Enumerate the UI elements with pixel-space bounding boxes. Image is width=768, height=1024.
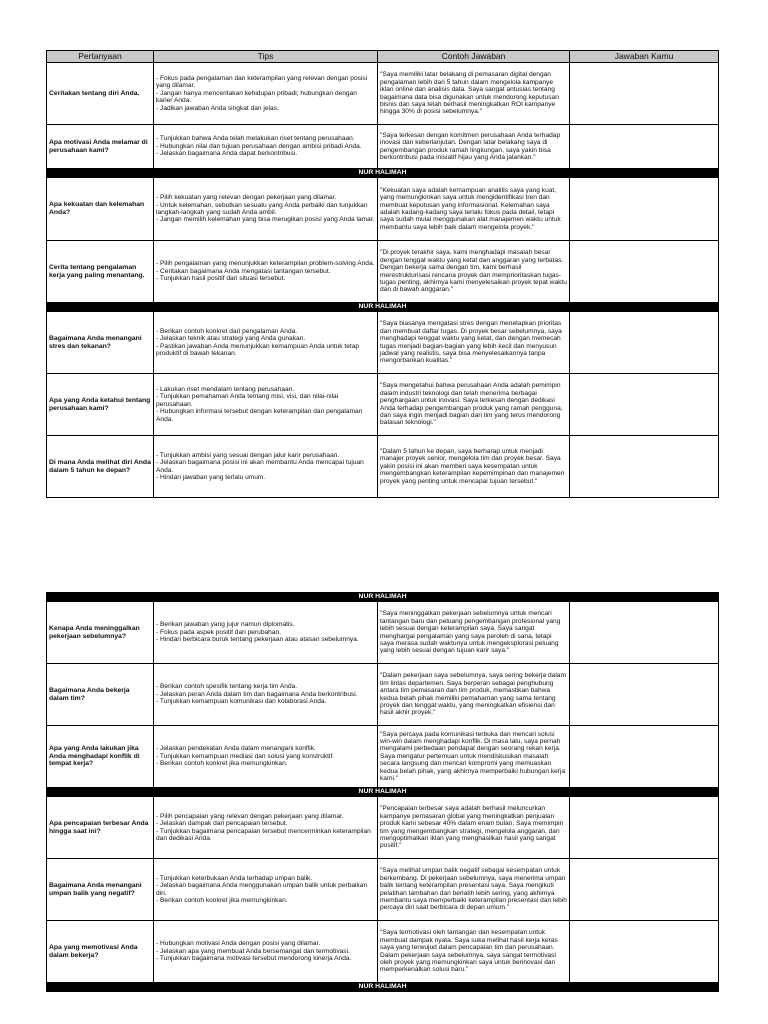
your-answer-cell[interactable] <box>570 436 719 498</box>
example-answer-cell: "Saya terkesan dengan komitmen perusahaan Anda terhadap inovasi dan keberlanjutan. Dengan latar belakang saya di pengembangan produk ramah lingkungan, saya yakin bisa berkontribusi pada inisiatif hijau yang Anda jalankan." <box>378 125 570 169</box>
tips-cell: - Berikan contoh spesifik tentang kerja tim Anda. - Jelaskan peran Anda dalam tim dan bagaimana Anda berkontribusi. - Tunjukkan kemampuan komunikasi dan kolaborasi Anda. <box>154 664 378 726</box>
separator-row <box>47 788 719 797</box>
table-row <box>47 63 719 125</box>
question-cell: Apa yang Anda ketahui tentang perusahaan kami? <box>47 374 154 436</box>
example-answer-cell: "Saya biasanya mengatasi stres dengan menetapkan prioritas dan membuat daftar tugas. Di proyek besar sebelumnya, saya menghadapi tenggat waktu yang ketat, dan dengan memecah tugas menjadi bagian-bagian yang lebih kecil dan menyusun jadwal yang realistis, saya bisa menyelesaikannya tanpa mengorbankan kualitas." <box>378 312 570 374</box>
example-answer-cell: "Saya melihat umpan balik negatif sebagai kesempatan untuk berkembang. Di pekerjaan sebelumnya, saya menerima umpan balik tentang keterampilan presentasi saya. Saya mengikuti pelatihan tambahan dan berlatih lebih sering, yang akhirnya membantu saya memperbaiki keterampilan presentasi dan lebih percaya diri saat berbicara di depan umum." <box>378 859 570 921</box>
example-answer-cell: "Saya memiliki latar belakang di pemasaran digital dengan pengalaman lebih dari 5 tahun dalam mengelola kampanye iklan online dan analisis data. Saya sangat antusias tentang bagaimana data bisa digunakan untuk mendorong keputusan bisnis dan saya telah berhasil meningkatkan ROI kampanye hingga 30% di posisi sebelumnya." <box>378 63 570 125</box>
table-row <box>47 241 719 303</box>
example-answer-cell: "Saya mengetahui bahwa perusahaan Anda adalah pemimpin dalam industri teknologi dan telah menerima berbagai penghargaan untuk inovasi. Saya terkesan dengan dedikasi Anda terhadap pengembangan produk yang ramah pengguna, dan saya ingin menjadi bagian dari tim yang terus mendorong batasan teknologi." <box>378 374 570 436</box>
question-cell: Cerita tentang pengalaman kerja yang paling menantang. <box>47 241 154 303</box>
your-answer-cell[interactable] <box>570 797 719 859</box>
example-answer-cell: "Pencapaian terbesar saya adalah berhasil meluncurkan kampanye pemasaran global yang meningkatkan penjualan produk kami sebesar 40% dalam enam bulan. Saya memimpin tim yang mengembangkan strategi, mengelola anggaran, dan mengoptimalkan iklan yang menghasilkan hasil yang sangat positif." <box>378 797 570 859</box>
question-cell: Kenapa Anda meninggalkan pekerjaan sebelumnya? <box>47 602 154 664</box>
table-row <box>47 436 719 498</box>
table-row <box>47 664 719 726</box>
header-tips: Tips <box>154 51 378 63</box>
table-row <box>47 797 719 859</box>
tips-cell: - Tunjukkan ambisi yang sesuai dengan jalur karir perusahaan. - Jelaskan bagaimana posisi ini akan membantu Anda mencapai tujuan Anda. - Hindari jawaban yang terlalu umum. <box>154 436 378 498</box>
tips-cell: - Berikan contoh konkret dari pengalaman Anda. - Jelaskan teknik atau strategi yang Anda gunakan. - Pastikan jawaban Anda menunjukkan kemampuan Anda untuk tetap produktif di bawah tekanan. <box>154 312 378 374</box>
example-answer-cell: "Saya termotivasi oleh tantangan dan kesempatan untuk membuat dampak nyata. Saya suka melihat hasil kerja keras saya yang terwujud dalam pencapaian tim dan perusahaan. Dalam pekerjaan saya sebelumnya, saya sangat termotivasi oleh proyek yang memungkinkan saya untuk berinovasi dan memperkenalkan solusi baru." <box>378 921 570 983</box>
question-cell: Ceritakan tentang diri Anda. <box>47 63 154 125</box>
question-cell: Apa kekuatan dan kelemahan Anda? <box>47 178 154 241</box>
table-row <box>47 178 719 241</box>
question-cell: Bagaimana Anda bekerja dalam tim? <box>47 664 154 726</box>
separator-row <box>47 983 719 992</box>
header-row <box>47 51 719 63</box>
example-answer-cell: "Saya meninggalkan pekerjaan sebelumnya untuk mencari tantangan baru dan peluang pengembangan profesional yang lebih sesuai dengan keterampilan saya. Saya sangat menghargai pengalaman yang saya peroleh di sana, tetapi saya merasa sudah waktunya untuk mengeksplorasi peluang yang lebih sesuai dengan tujuan karir saya." <box>378 602 570 664</box>
question-cell: Di mana Anda melihat diri Anda dalam 5 tahun ke depan? <box>47 436 154 498</box>
example-answer-cell: "Di proyek terakhir saya, kami menghadapi masalah besar dengan tenggat waktu yang ketat dan anggaran yang terbatas. Dengan bekerja sama dengan tim, kami berhasil merestrukturisasi rencana proyek dan memprioritaskan tugas-tugas penting, akhirnya kami menyelesaikan proyek tepat waktu dan di bawah anggaran." <box>378 241 570 303</box>
your-answer-cell[interactable] <box>570 312 719 374</box>
tips-cell: - Jelaskan pendekatan Anda dalam menangani konflik. - Tunjukkan kemampuan mediasi dan solusi yang konstruktif. - Berikan contoh konkret jika memungkinkan. <box>154 726 378 788</box>
your-answer-cell[interactable] <box>570 178 719 241</box>
table-row <box>47 602 719 664</box>
separator-label: NUR HALIMAH <box>47 169 719 178</box>
example-answer-cell: "Kekuatan saya adalah kemampuan analitis saya yang kuat, yang memungkinkan saya untuk mengidentifikasi tren dan membuat keputusan yang informasional. Kelemahan saya adalah kadang-kadang saya terlalu fokus pada detail, tetapi saya sudah mulai menggunakan alat manajemen waktu untuk membantu saya lebih baik dalam mengelola proyek." <box>378 178 570 241</box>
separator-row <box>47 593 719 602</box>
tips-cell: - Pilih kekuatan yang relevan dengan pekerjaan yang dilamar. - Untuk kelemahan, sebutkan sesuatu yang Anda perbaiki dan tunjukkan langkah-langkah yang sudah Anda ambil. - Jangan memilih kelemahan yang bisa merugikan posisi yang Anda lamar. <box>154 178 378 241</box>
question-cell: Apa pencapaian terbesar Anda hingga saat ini? <box>47 797 154 859</box>
separator-label: NUR HALIMAH <box>47 788 719 797</box>
question-cell: Apa motivasi Anda melamar di perusahaan kami? <box>47 125 154 169</box>
separator-row <box>47 303 719 312</box>
separator-label: NUR HALIMAH <box>47 983 719 992</box>
your-answer-cell[interactable] <box>570 726 719 788</box>
example-answer-cell: "Dalam 5 tahun ke depan, saya berharap untuk menjadi manajer proyek senior, mengelola tim dan proyek besar. Saya yakin posisi ini akan memberi saya kesempatan untuk mengembangkan keterampilan kepemimpinan dan manajemen proyek yang penting untuk mencapai tujuan tersebut." <box>378 436 570 498</box>
table-row <box>47 312 719 374</box>
table-row <box>47 726 719 788</box>
table-row <box>47 125 719 169</box>
tips-cell: - Pilih pengalaman yang menunjukkan keterampilan problem-solving Anda. - Ceritakan bagaimana Anda mengatasi tantangan tersebut. - Tunjukkan hasil positif dari situasi tersebut. <box>154 241 378 303</box>
example-answer-cell: "Dalam pekerjaan saya sebelumnya, saya sering bekerja dalam tim lintas departemen. Saya berperan sebagai penghubung antara tim pemasaran dan tim produk, memastikan bahwa kedua belah pihak memiliki pemahaman yang sama tentang proyek dan tenggat waktu, yang meningkatkan efisiensi dan hasil akhir proyek." <box>378 664 570 726</box>
tips-cell: - Berikan jawaban yang jujur namun diplomatis. - Fokus pada aspek positif dari perubahan. - Hindari berbicara buruk tentang pekerjaan atau atasan sebelumnya. <box>154 602 378 664</box>
tips-cell: - Pilih pencapaian yang relevan dengan pekerjaan yang dilamar. - Jelaskan dampak dari pencapaian tersebut. - Tunjukkan bagaimana pencapaian tersebut mencerminkan keterampilan dan dedikasi Anda. <box>154 797 378 859</box>
interview-table-2 <box>46 592 719 992</box>
separator-row <box>47 169 719 178</box>
your-answer-cell[interactable] <box>570 859 719 921</box>
question-cell: Bagaimana Anda menangani umpan balik yang negatif? <box>47 859 154 921</box>
interview-table-1 <box>46 50 719 498</box>
header-example-answer: Contoh Jawaban <box>378 51 570 63</box>
your-answer-cell[interactable] <box>570 602 719 664</box>
question-cell: Bagaimana Anda menangani stres dan tekanan? <box>47 312 154 374</box>
your-answer-cell[interactable] <box>570 63 719 125</box>
separator-label: NUR HALIMAH <box>47 593 719 602</box>
question-cell: Apa yang memotivasi Anda dalam bekerja? <box>47 921 154 983</box>
your-answer-cell[interactable] <box>570 125 719 169</box>
separator-label: NUR HALIMAH <box>47 303 719 312</box>
your-answer-cell[interactable] <box>570 374 719 436</box>
table-row <box>47 921 719 983</box>
your-answer-cell[interactable] <box>570 664 719 726</box>
tips-cell: - Tunjukkan bahwa Anda telah melakukan riset tentang perusahaan. - Hubungkan nilai dan tujuan perusahaan dengan ambisi pribadi Anda. - Jelaskan bagaimana Anda dapat berkontribusi. <box>154 125 378 169</box>
example-answer-cell: "Saya percaya pada komunikasi terbuka dan mencari solusi win-win dalam menghadapi konflik. Di masa lalu, saya pernah mengalami perbedaan pendapat dengan seorang rekan kerja. Saya mengatur pertemuan untuk mendiskusikan masalah secara langsung dan mencari kompromi yang memuaskan kedua belah pihak, yang akhirnya memperbaiki hubungan kerja kami." <box>378 726 570 788</box>
header-question: Pertanyaan <box>47 51 154 63</box>
table-row <box>47 374 719 436</box>
table-row <box>47 859 719 921</box>
tips-cell: - Fokus pada pengalaman dan keterampilan yang relevan dengan posisi yang dilamar. - Jangan hanya menceritakan kehidupan pribadi; hubungkan dengan karier Anda. - Jadikan jawaban Anda singkat dan jelas. <box>154 63 378 125</box>
tips-cell: - Hubungkan motivasi Anda dengan posisi yang dilamar. - Jelaskan apa yang membuat Anda bersemangat dan termotivasi. - Tunjukkan bagaimana motivasi tersebut mendorong kinerja Anda. <box>154 921 378 983</box>
header-your-answer: Jawaban Kamu <box>570 51 719 63</box>
tips-cell: - Lakukan riset mendalam tentang perusahaan. - Tunjukkan pemahaman Anda tentang misi, visi, dan nilai-nilai perusahaan. - Hubungkan informasi tersebut dengan keterampilan dan pengalaman Anda. <box>154 374 378 436</box>
tips-cell: - Tunjukkan keterbukaan Anda terhadap umpan balik. - Jelaskan bagaimana Anda menggunakan umpan balik untuk perbaikan diri. - Berikan contoh konkret jika memungkinkan. <box>154 859 378 921</box>
your-answer-cell[interactable] <box>570 241 719 303</box>
question-cell: Apa yang Anda lakukan jika Anda menghadapi konflik di tempat kerja? <box>47 726 154 788</box>
your-answer-cell[interactable] <box>570 921 719 983</box>
